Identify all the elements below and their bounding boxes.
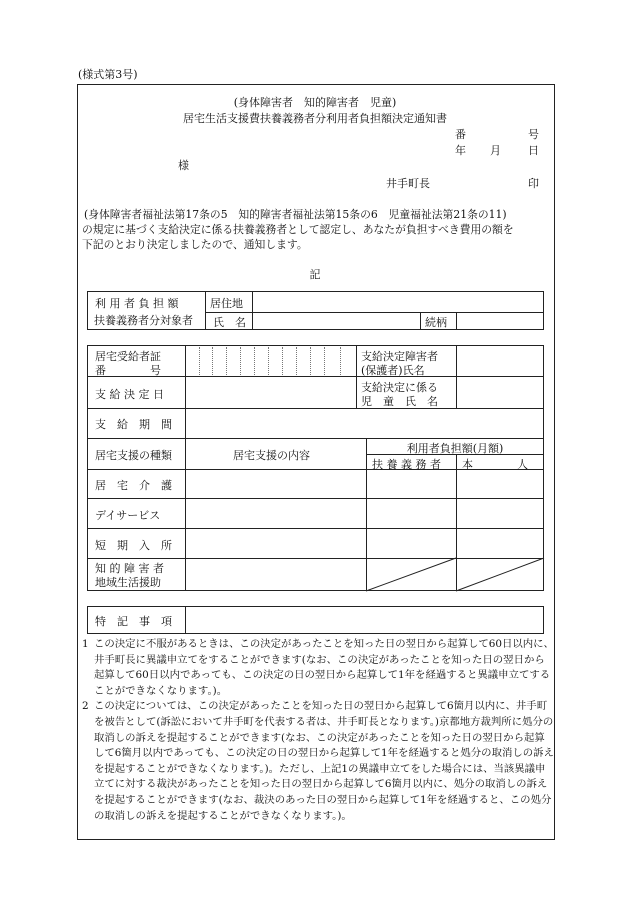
date-year: 年 — [455, 144, 466, 157]
intro-line-1: (身体障害者福祉法第17条の5 知的障害者福祉法第15条の6 児童福祉法第21条の11) — [84, 208, 507, 221]
burden-header: 利用者負担額(月額) — [406, 442, 504, 455]
date-month: 月 — [490, 144, 501, 157]
support-type-label: 居宅支援の種類 — [95, 449, 172, 462]
number-go: 号 — [528, 128, 539, 141]
relation-label: 続柄 — [425, 316, 447, 329]
number-ban: 番 — [455, 128, 466, 141]
intro-line-2: の規定に基づく支給決定に係る扶養義務者として認定し、あなたが負担すべき費用の額を — [82, 223, 514, 236]
intro-line-3: 下記のとおり決定しましたので、通知します。 — [82, 238, 308, 251]
subject-label-2: 扶養義務者分対象者 — [94, 314, 193, 327]
recipient-no-label-1: 居宅受給者証 — [95, 350, 161, 363]
remarks-label: 特 記 事 項 — [95, 615, 172, 628]
document-title: 居宅生活支援費扶養義務者分利用者負担額決定通知書 — [183, 112, 447, 125]
name-label: 氏 名 — [213, 316, 246, 329]
recipient-name-label-2: (保護者)氏名 — [361, 364, 425, 377]
child-name-label-1: 支給決定に係る — [361, 381, 438, 394]
notes — [82, 637, 554, 824]
note-1: 1 この決定に不服があるときは、この決定があったことを知った日の翌日から起算して60日以内に、井手町長に異議申立てをすることができます(なお、この決定があったことを知った日の翌日から起算して60日以内であっても、この決定の日の翌日から起算して1年を経過すると異議申立てすることができなくなります。)。 — [82, 638, 554, 697]
row-label-short-stay: 短 期 入 所 — [95, 539, 172, 552]
row-label-home-care: 居 宅 介 護 — [95, 479, 172, 492]
recipient-sama: 様 — [178, 159, 189, 172]
recipient-name-label-1: 支給決定障害者 — [361, 350, 438, 363]
categories-line: (身体障害者 知的障害者 児童) — [233, 96, 397, 109]
support-content-label: 居宅支援の内容 — [233, 449, 310, 462]
row-label-day-service: デイサービス — [95, 509, 161, 522]
row-label-group-home-1: 知 的 障 害 者 — [95, 562, 164, 575]
diagonal-strike — [366, 558, 544, 591]
date-day: 日 — [528, 144, 539, 157]
issuer-name: 井手町長 — [386, 177, 430, 190]
recipient-no-label-2: 番 号 — [95, 364, 161, 377]
address-label: 居住地 — [210, 297, 243, 310]
child-name-label-2: 児 童 氏 名 — [361, 395, 438, 408]
self-label: 本 人 — [462, 458, 528, 471]
period-label: 支 給 期 間 — [95, 418, 172, 431]
ki-label: 記 — [309, 268, 321, 281]
note-2: 2 この決定については、この決定があったことを知った日の翌日から起算して6箇月以内に、井手町を被告として(訴訟において井手町を代表する者は、井手町長となります。)京都地方裁判所に処分の取消しの訴えを提起することができます(なお、この決定があったことを知った日の翌日から起算して6箇月以内であっても、この決定の日の翌日から起算して1年を経過すると処分の取消しの訴えを提起することができなくなります。)。ただし、上記1の異議申立てをした場合には、当該異議申立てに対する裁決があったことを知った日の翌日から起算して6箇月以内に、処分の取消しの訴えを提起することができます(なお、裁決のあった日の翌日から起算して1年を経過すると、この処分の取消しの訴えを提起することができなくなります。)。 — [82, 700, 554, 822]
subject-label-1: 利 用 者 負 担 額 — [95, 297, 179, 310]
form-number: (様式第3号) — [78, 68, 138, 81]
seal-mark: 印 — [528, 177, 539, 190]
row-label-group-home-2: 地域生活援助 — [95, 576, 161, 589]
obligor-label: 扶 養 義 務 者 — [372, 458, 441, 471]
decision-date-label: 支 給 決 定 日 — [95, 388, 164, 401]
